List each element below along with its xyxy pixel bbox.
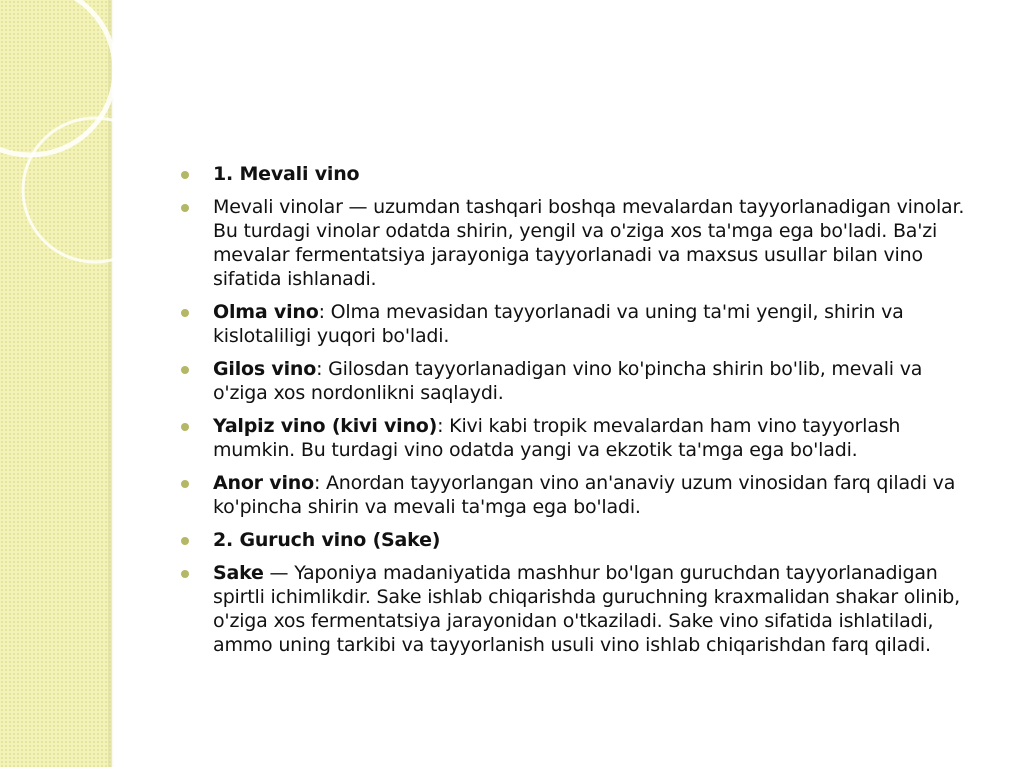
decorative-circles [0, 0, 160, 300]
item-text: Mevali vinolar — uzumdan tashqari boshqa mevalardan tayyorlanadigan vinolar. Bu turdagi vinolar odatda shirin, yengil va o'ziga xos ta'mga ega bo'ladi. Ba'zi mevalar fermentatsiya jarayoniga tayyorlanadi va maxsus usullar bilan vino sifatida ishlanadi. [213, 196, 965, 290]
bullet-icon [181, 570, 189, 578]
bullet-icon [181, 309, 189, 317]
bullet-icon [181, 366, 189, 374]
item-bold: Yalpiz vino (kivi vino) [213, 415, 438, 437]
item-text: : Anordan tayyorlangan vino an'anaviy uzum vinosidan farq qiladi va ko'pincha shirin va mevali ta'mga ega bo'ladi. [213, 472, 956, 518]
item-text: : Olma mevasidan tayyorlanadi va uning ta'mi yengil, shirin va kislotaliligi yuqori bo'ladi. [213, 301, 904, 347]
bullet-list [181, 162, 981, 657]
bullet-icon [181, 537, 189, 545]
item-bold: Anor vino [213, 472, 314, 494]
item-text: — Yaponiya madaniyatida mashhur bo'lgan guruchdan tayyorlanadigan spirtli ichimlikdir. Sake ishlab chiqarishda guruchning kraxmalidan shakar olinib, o'ziga xos fermentatsiya jarayonidan o'tkaziladi. Sake vino sifatida ishlatiladi, ammo uning tarkibi va tayyorlanish usuli vino ishlab chiqarishdan farq qiladi. [213, 562, 960, 656]
list-item [181, 195, 981, 291]
list-item [181, 162, 981, 186]
bullet-icon [181, 423, 189, 431]
item-text: : Kivi kabi tropik mevalardan ham vino tayyorlash mumkin. Bu turdagi vino odatda yangi va ekzotik ta'mga ega bo'ladi. [213, 415, 901, 461]
item-bold: Olma vino [213, 301, 319, 323]
item-bold: Sake [213, 562, 264, 584]
list-item [181, 561, 981, 657]
bullet-icon [181, 480, 189, 488]
list-item [181, 300, 981, 348]
list-item [181, 414, 981, 462]
item-bold: 1. Mevali vino [213, 163, 360, 185]
item-bold: 2. Guruch vino (Sake) [213, 529, 441, 551]
slide-content [181, 162, 981, 666]
list-item [181, 528, 981, 552]
bullet-icon [181, 171, 189, 179]
item-bold: Gilos vino [213, 358, 317, 380]
list-item [181, 357, 981, 405]
list-item [181, 471, 981, 519]
bullet-icon [181, 204, 189, 212]
item-text: : Gilosdan tayyorlanadigan vino ko'pincha shirin bo'lib, mevali va o'ziga xos nordonlikni saqlaydi. [213, 358, 923, 404]
